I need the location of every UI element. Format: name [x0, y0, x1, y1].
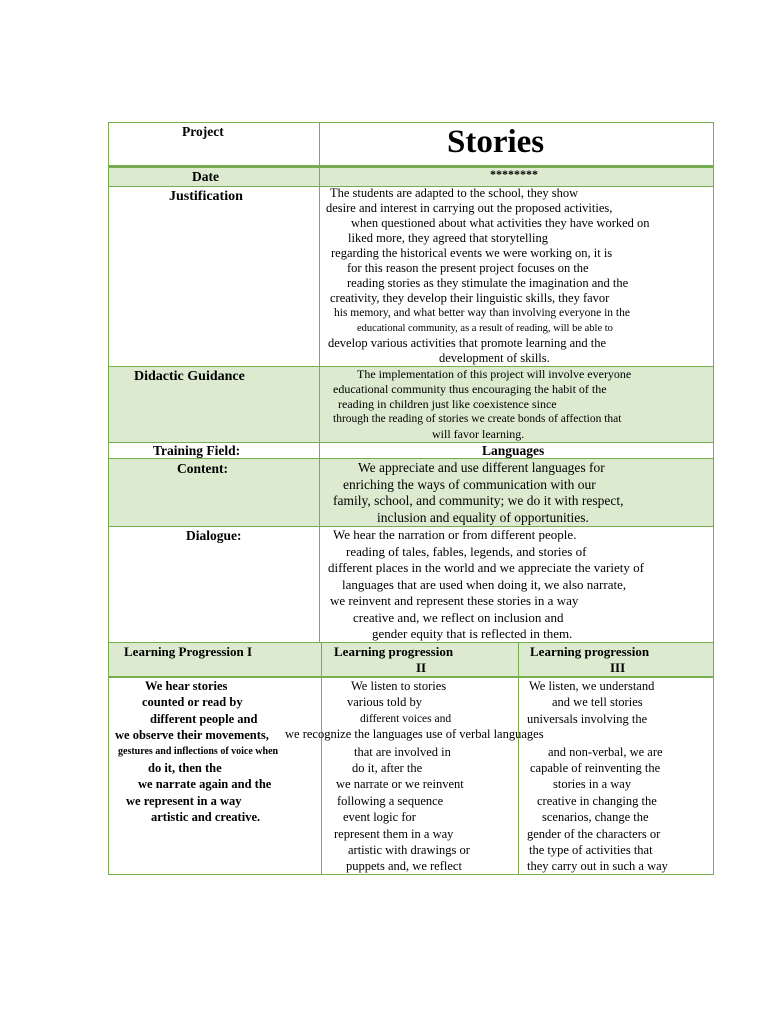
progression-iii-line: gender of the characters or [527, 826, 661, 841]
progression-iii-line: stories in a way [553, 777, 632, 792]
progression-i-header: Learning Progression I [124, 644, 253, 659]
didactic-guidance-text [320, 367, 712, 442]
progression-iii-line: the type of activities that [529, 843, 653, 858]
justification-line: The students are adapted to the school, they show [330, 186, 579, 200]
progression-overflow-line: we recognize the languages use of verbal languages [285, 727, 544, 741]
progression-iii-line: and non-verbal, we are [548, 744, 663, 759]
progression-ii-line: event logic for [343, 810, 416, 825]
progression-i-line: We hear stories [145, 679, 228, 693]
dialogue-line: We hear the narration or from different people. [333, 527, 577, 542]
training-field-value: Languages [482, 443, 545, 458]
progression-iii-line: scenarios, change the [542, 810, 649, 825]
progression-iii-line: universals involving the [527, 711, 648, 726]
progression-ii-line: artistic with drawings or [348, 843, 470, 858]
justification-line: desire and interest in carrying out the proposed activities, [326, 201, 613, 215]
progression-i-line: do it, then the [148, 761, 222, 776]
didactic-line: reading in children just like coexistence since [338, 397, 557, 411]
progression-iii-header: Learning progression [530, 644, 650, 659]
justification-line: development of skills. [439, 351, 550, 365]
didactic-line: will favor learning. [432, 427, 525, 441]
justification-line: liked more, they agreed that storytelling [348, 231, 548, 245]
justification-text [320, 186, 712, 366]
justification-line: educational community, as a result of reading, will be able to [357, 323, 613, 334]
justification-line: for this reason the present project focuses on the [347, 261, 589, 275]
dialogue-label: Dialogue: [186, 528, 242, 543]
date-value: ******** [490, 167, 538, 181]
dialogue-line: different places in the world and we appreciate the variety of [328, 560, 644, 575]
progression-i-line: counted or read by [142, 695, 243, 710]
progression-ii-numeral: II [416, 660, 427, 675]
dialogue-line: gender equity that is reflected in them. [372, 626, 573, 641]
justification-line: his memory, and what better way than involving everyone in the [334, 307, 630, 319]
progression-iii-line [519, 727, 713, 743]
justification-line: develop various activities that promote learning and the [328, 336, 607, 350]
progression-i-line: we represent in a way [126, 793, 242, 808]
project-label: Project [182, 124, 224, 139]
progression-ii-line: we narrate or we reinvent [336, 777, 464, 792]
progression-ii-line: puppets and, we reflect [346, 859, 462, 874]
page-title: Stories [447, 124, 545, 160]
progression-i-line: we narrate again and the [138, 777, 272, 792]
content-line: enriching the ways of communication with our [343, 476, 596, 492]
content-label: Content: [177, 461, 228, 476]
progression-ii-line: that are involved in [354, 744, 451, 759]
content-text [320, 460, 712, 526]
didactic-guidance-label: Didactic Guidance [134, 369, 245, 384]
progression-i-line: gestures and inflections of voice when [118, 745, 279, 757]
didactic-line: educational community thus encouraging the habit of the [333, 382, 607, 396]
progression-i-line: artistic and creative. [151, 810, 261, 825]
progression-i-line: different people and [150, 711, 258, 726]
justification-line: creativity, they develop their linguistic skills, they favor [330, 291, 610, 305]
training-field-label: Training Field: [153, 443, 241, 458]
progression-iii-numeral: III [610, 660, 626, 675]
content-line: We appreciate and use different languages for [358, 460, 605, 475]
date-label: Date [192, 169, 219, 184]
progression-ii-line: various told by [347, 695, 422, 710]
justification-line: reading stories as they stimulate the imagination and the [347, 276, 629, 290]
content-line: family, school, and community; we do it with respect, [333, 493, 624, 508]
progression-ii-text [322, 678, 518, 875]
progression-i-text [108, 678, 320, 826]
dialogue-text [320, 527, 712, 643]
progression-ii-line: represent them in a way [334, 826, 454, 841]
progression-ii-line: do it, after the [352, 761, 423, 776]
justification-line: regarding the historical events we were working on, it is [331, 246, 613, 260]
progression-iii-line: and we tell stories [552, 695, 643, 710]
progression-iii-line: capable of reinventing the [530, 761, 661, 776]
progression-ii-header: Learning progression [334, 644, 454, 659]
justification-label: Justification [169, 189, 243, 204]
progression-ii-line: different voices and [360, 712, 452, 725]
progression-iii-line: creative in changing the [537, 793, 657, 808]
content-line: inclusion and equality of opportunities. [377, 509, 589, 525]
dialogue-line: we reinvent and represent these stories in a way [330, 593, 579, 608]
didactic-line: The implementation of this project will involve everyone [357, 367, 632, 381]
progression-iii-line: they carry out in such a way [527, 859, 668, 874]
justification-line: when questioned about what activities they have worked on [351, 216, 650, 230]
progression-ii-line: We listen to stories [351, 679, 447, 693]
didactic-line: through the reading of stories we create bonds of affection that [333, 413, 622, 425]
progression-iii-line: We listen, we understand [529, 679, 655, 693]
progression-ii-line [322, 727, 518, 743]
progression-ii-line: following a sequence [337, 793, 444, 808]
progression-i-line: we observe their movements, [115, 728, 269, 743]
dialogue-line: reading of tales, fables, legends, and stories of [346, 543, 587, 559]
dialogue-line: languages that are used when doing it, we also narrate, [342, 576, 627, 592]
progression-iii-text [519, 678, 713, 875]
dialogue-line: creative and, we reflect on inclusion and [353, 609, 564, 625]
